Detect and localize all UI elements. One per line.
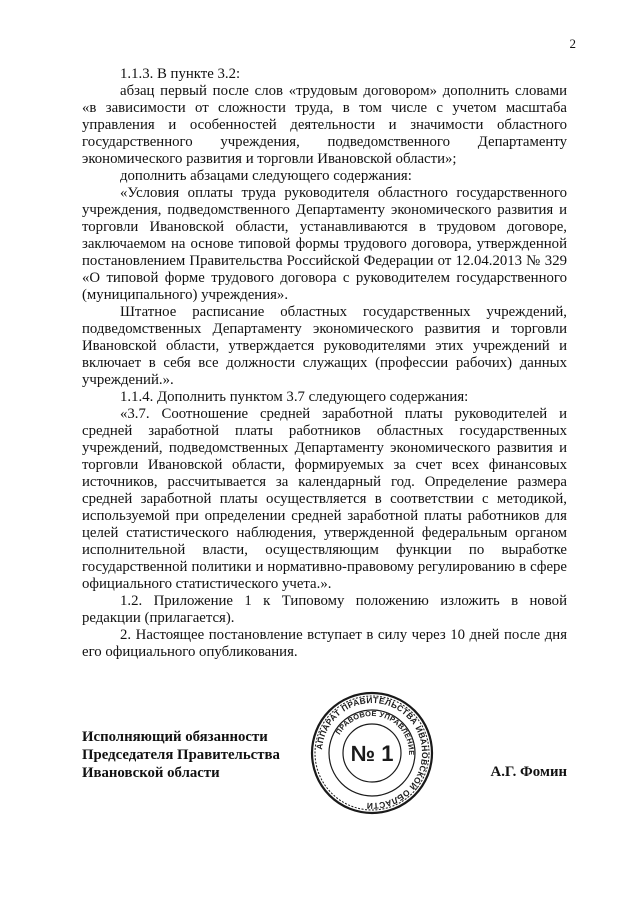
paragraph-2: 2. Настоящее постановление вступает в силу через 10 дней после дня его официального опубликования. bbox=[82, 627, 567, 660]
paragraph-staff-schedule: Штатное расписание областных государственных учреждений, подведомственных Департаменту экономического развития и торговли Ивановской области, утверждается руководителями этих учреждений и включает в себя все должности служащих (профессии рабочих) данных учреждений.». bbox=[82, 304, 567, 388]
document-body bbox=[82, 66, 567, 661]
page-number: 2 bbox=[569, 36, 576, 51]
signatory-title-line-2: Председателя Правительства bbox=[82, 747, 280, 763]
paragraph-1-1-3: 1.1.3. В пункте 3.2: bbox=[120, 66, 241, 82]
official-stamp bbox=[310, 691, 434, 815]
paragraph-add-abzacy: дополнить абзацами следующего содержания: bbox=[120, 168, 412, 184]
stamp-ring-text: АППАРАТ ПРАВИТЕЛЬСТВА ИВАНОВСКОЙ ОБЛАСТИ bbox=[314, 694, 431, 812]
signatory-name: А.Г. Фомин bbox=[490, 764, 567, 780]
signature-block bbox=[82, 694, 567, 812]
signatory-title-line-1: Исполняющий обязанности bbox=[82, 729, 268, 745]
signatory-title-line-3: Ивановской области bbox=[82, 765, 220, 781]
paragraph-3-7-quote: «3.7. Соотношение средней заработной платы руководителей и средней заработной платы работников областных государственных учреждений, подведомственных Департаменту экономического развития и торговли Ивановской области, формируемых за счет всех финансовых источников, рассчитывается за календарный год. Определение размера средней заработной платы осуществляется в соответствии с методикой, используемой при определении средней заработной платы работников для целей статистического наблюдения, утвержденной федеральным органом исполнительной власти, осуществляющим функции по выработке государственной политики и нормативно-правовому регулированию в сфере официального статистического учета.». bbox=[82, 406, 567, 592]
stamp-inner-text: ПРАВОВОЕ УПРАВЛЕНИЕ bbox=[333, 708, 417, 756]
paragraph-conditions-quote: «Условия оплаты труда руководителя областного государственного учреждения, подведомственного Департаменту экономического развития и торговли Ивановской области, устанавливаются в трудовом договоре, заключаемом на основе типовой формы трудового договора, утвержденной постановлением Правительства Российской Федерации от 12.04.2013 № 329 «О типовой форме трудового договора с руководителем государственного (муниципального) учреждения». bbox=[82, 185, 567, 303]
stamp-number: № 1 bbox=[350, 741, 394, 766]
paragraph-first-abzac: абзац первый после слов «трудовым договором» дополнить словами «в зависимости от сложности труда, в том числе с учетом масштаба управления и особенностей деятельности и значимости областного государственного учреждения, подведомственного Департаменту экономического развития и торговли Ивановской области»; bbox=[82, 83, 567, 167]
paragraph-1-1-4: 1.1.4. Дополнить пунктом 3.7 следующего содержания: bbox=[120, 389, 469, 405]
signatory-title bbox=[82, 728, 280, 782]
paragraph-1-2: 1.2. Приложение 1 к Типовому положению изложить в новой редакции (прилагается). bbox=[82, 593, 567, 626]
